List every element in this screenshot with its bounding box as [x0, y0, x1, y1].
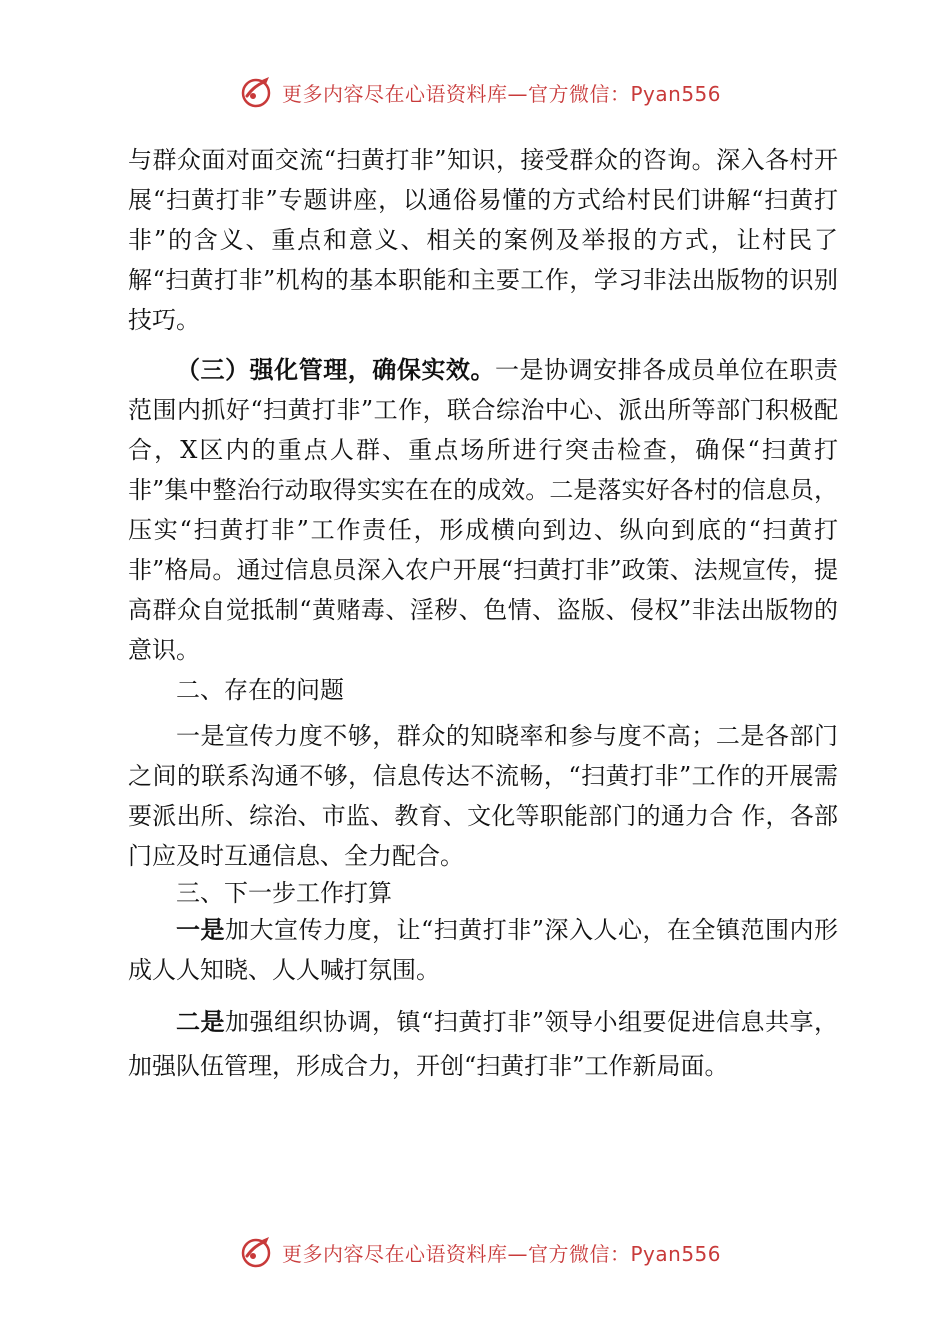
paragraph-2-body: 一是协调安排各成员单位在职责范围内抓好“扫黄打非”工作，联合综治中心、派出所等部门积极配合，X区内的重点人群、重点场所进行突击检查，确保“扫黄打非”集中整治行动取得实实在在的成效。二是落实好各村的信息员，压实“扫黄打非”工作责任，形成横向到边、纵向到底的“扫黄打非”格局。通过信息员深入农户开展“扫黄打非”政策、法规宣传，提高群众自觉抵制“黄赌毒、淫秽、色情、盗版、侵权”非法出版物的意识。	[128, 356, 838, 664]
watermark-main-text: 更多内容尽在心语资料库	[282, 81, 508, 106]
watermark-main-text: 更多内容尽在心语资料库	[282, 1241, 508, 1266]
paragraph-4-body: 加大宣传力度，让“扫黄打非”深入人心，在全镇范围内形成人人知晓、人人喊打氛围。	[128, 916, 838, 984]
watermark-wechat-label: 官方微信：	[528, 1241, 631, 1266]
brush-logo-icon	[238, 74, 274, 110]
paragraph-5-body: 加强组织协调，镇“扫黄打非”领导小组要促进信息共享，加强队伍管理，形成合力，开创“扫黄打非”工作新局面。	[128, 1008, 838, 1080]
section-heading-problems: 二、存在的问题	[176, 676, 344, 704]
section-heading-next-steps: 三、下一步工作打算	[176, 879, 392, 907]
watermark-wechat-id: Pyan556	[630, 81, 722, 106]
section-3-heading: （三）强化管理，确保实效。	[176, 356, 495, 384]
watermark-wechat-id: Pyan556	[630, 1241, 722, 1266]
footer-watermark	[238, 1232, 758, 1272]
watermark-wechat-label: 官方微信：	[528, 81, 631, 106]
paragraph-5-lead: 二是	[176, 1008, 225, 1036]
header-watermark	[238, 72, 758, 112]
paragraph-4	[128, 910, 838, 990]
paragraph-2	[128, 350, 838, 670]
paragraph-4-lead: 一是	[176, 916, 225, 944]
paragraph-1: 与群众面对面交流“扫黄打非”知识，接受群众的咨询。深入各村开展“扫黄打非”专题讲座，以通俗易懂的方式给村民们讲解“扫黄打非”的含义、重点和意义、相关的案例及举报的方式，让村民了解“扫黄打非”机构的基本职能和主要工作，学习非法出版物的识别技巧。	[128, 146, 838, 334]
watermark-dash: —	[507, 1241, 528, 1266]
brush-logo-icon	[238, 1234, 274, 1270]
document-body	[128, 140, 838, 1088]
paragraph-5	[128, 1000, 838, 1088]
watermark-dash: —	[507, 81, 528, 106]
paragraph-3: 一是宣传力度不够，群众的知晓率和参与度不高；二是各部门之间的联系沟通不够，信息传达不流畅，“扫黄打非”工作的开展需要派出所、综治、市监、教育、文化等职能部门的通力合 作，各部门应及时互通信息、全力配合。	[128, 722, 838, 870]
